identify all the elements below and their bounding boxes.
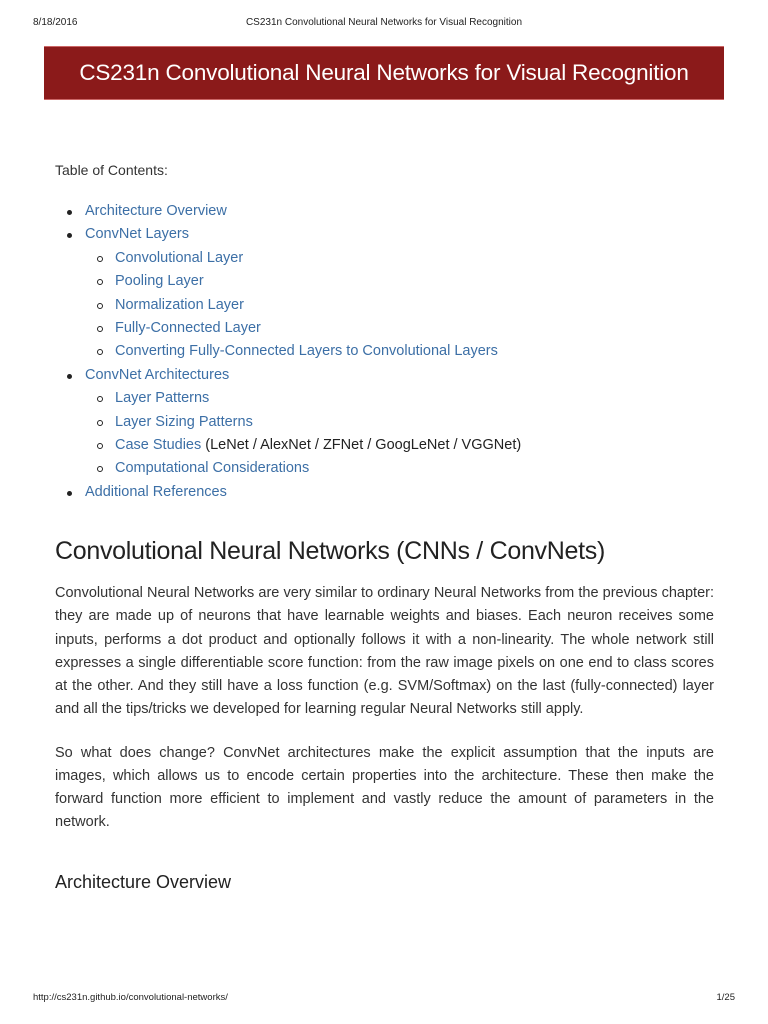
toc-subitem [85, 411, 714, 434]
toc-link-convolutional-layer[interactable]: Convolutional Layer [115, 249, 244, 266]
toc-link-pooling-layer[interactable]: Pooling Layer [115, 273, 204, 290]
toc-subitem [85, 270, 714, 293]
case-studies-list: (LeNet / AlexNet / ZFNet / GoogLeNet / VGGNet) [201, 437, 522, 454]
toc-subitem [85, 317, 714, 340]
toc-link-additional-references[interactable]: Additional References [85, 483, 227, 500]
toc-subitem [85, 247, 714, 270]
toc-link-convnet-layers[interactable]: ConvNet Layers [85, 226, 189, 243]
toc-item [55, 200, 714, 223]
main-content [55, 160, 714, 894]
print-date: 8/18/2016 [33, 17, 78, 28]
toc-link-converting-fc[interactable]: Converting Fully-Connected Layers to Convolutional Layers [115, 343, 498, 360]
toc-subitem [85, 340, 714, 363]
print-title: CS231n Convolutional Neural Networks for Visual Recognition [245, 17, 523, 28]
toc-link-layer-sizing-patterns[interactable]: Layer Sizing Patterns [115, 413, 253, 430]
toc-link-architecture-overview[interactable]: Architecture Overview [85, 203, 227, 219]
site-title[interactable]: CS231n Convolutional Neural Networks for Visual Recognition [79, 60, 689, 85]
toc-label: Table of Contents: [55, 162, 168, 178]
toc-link-normalization-layer[interactable]: Normalization Layer [115, 296, 244, 313]
print-url: http://cs231n.github.io/convolutional-networks/ [33, 992, 228, 1003]
toc-link-fully-connected-layer[interactable]: Fully-Connected Layer [115, 320, 261, 337]
toc-item [55, 481, 714, 504]
section-title: Convolutional Neural Networks (CNNs / ConvNets) [55, 537, 605, 566]
paragraph: So what does change? ConvNet architectures make the explicit assumption that the inputs are images, which allows us to encode certain properties into the architecture. These then make the forward function more efficient to implement and vastly reduce the amount of parameters in the network. [55, 744, 714, 831]
toc-subitem [85, 434, 714, 457]
paragraph: Convolutional Neural Networks are very similar to ordinary Neural Networks from the previous chapter: they are made up of neurons that have learnable weights and biases. Each neuron receives some inputs, performs a dot product and optionally follows it with a non-linearity. The whole network still expresses a single differentiable score function: from the raw image pixels on one end to class scores at the other. And they still have a loss function (e.g. SVM/Softmax) on the last (fully-connected) layer and all the tips/tricks we developed for learning regular Neural Networks still apply. [55, 585, 714, 718]
toc-subitem [85, 457, 714, 480]
toc-link-computational-considerations[interactable]: Computational Considerations [115, 460, 310, 477]
page-number: 1/25 [716, 992, 735, 1003]
toc-link-layer-patterns[interactable]: Layer Patterns [115, 390, 210, 407]
site-banner [44, 46, 724, 100]
toc-item [55, 364, 714, 481]
toc-subitem [85, 387, 714, 410]
toc-link-convnet-architectures[interactable]: ConvNet Architectures [85, 366, 230, 383]
toc-item [55, 223, 714, 363]
table-of-contents [55, 200, 714, 504]
toc-link-case-studies[interactable]: Case Studies [115, 437, 202, 454]
subsection-title: Architecture Overview [55, 872, 232, 893]
toc-subitem [85, 294, 714, 317]
